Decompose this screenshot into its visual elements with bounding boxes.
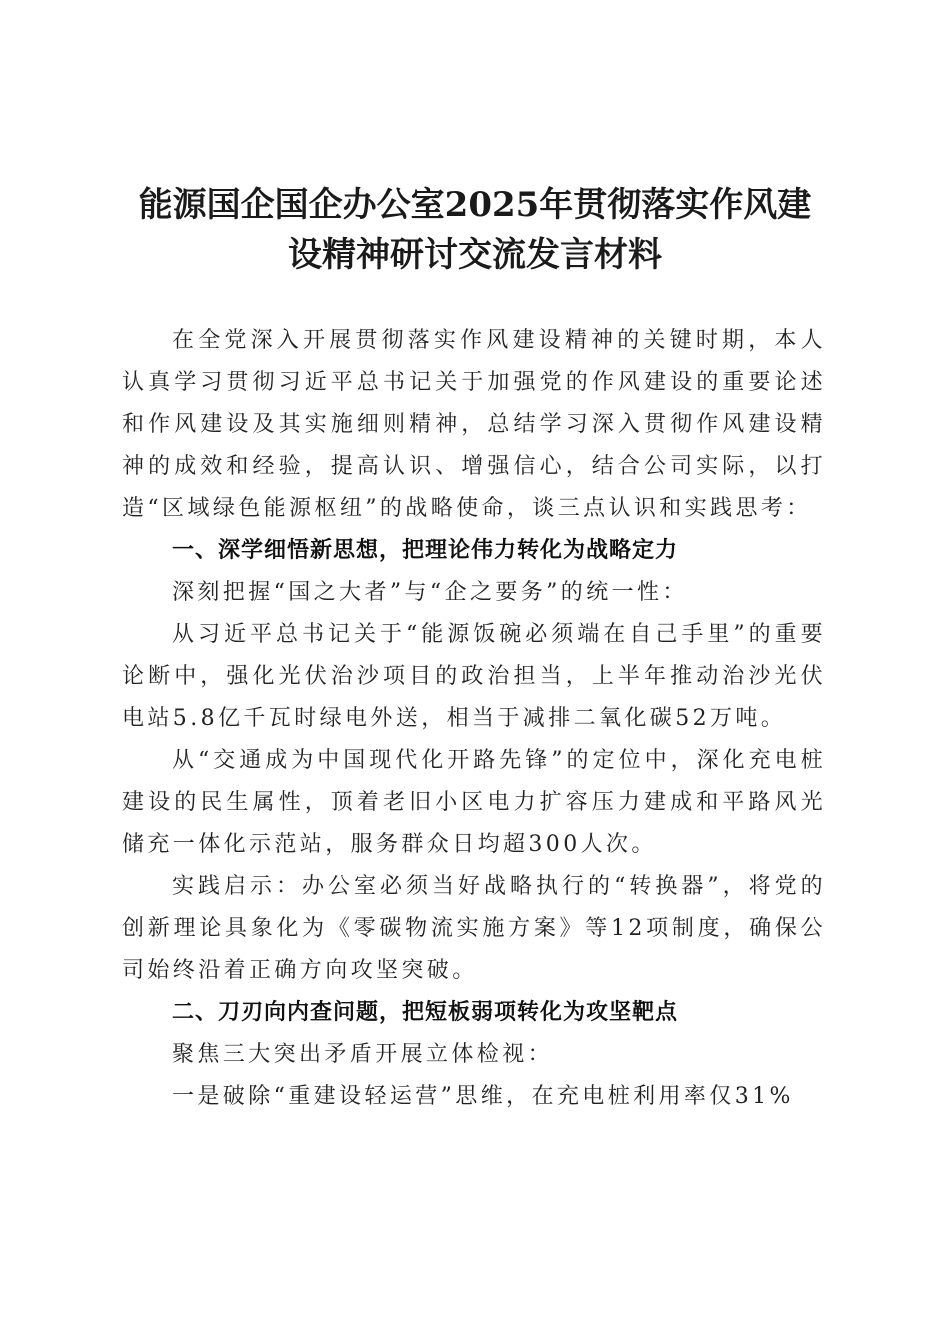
document-title [110,180,840,280]
title-line-2: 设精神研讨交流发言材料 [288,235,662,275]
body-paragraph: 一是破除“重建设轻运营”思维，在充电桩利用率仅31% [172,1084,794,1109]
body-paragraph: 从“交通成为中国现代化开路先锋”的定位中，深化充电桩建设的民生属性，顶着老旧小区电力扩容压力建成和平路风光储充一体化示范站，服务群众日均超300人次。 [122,748,826,857]
section-heading-2: 二、刀刃向内查问题，把短板弱项转化为攻坚靶点 [172,1000,679,1025]
body-paragraph: 聚焦三大突出矛盾开展立体检视： [172,1042,554,1067]
body-paragraph: 深刻把握“国之大者”与“企之要务”的统一性： [172,580,688,605]
title-line-1: 能源国企国企办公室2025年贯彻落实作风建 [138,185,812,225]
intro-paragraph: 在全党深入开展贯彻落实作风建设精神的关键时期，本人认真学习贯彻习近平总书记关于加强党的作风建设的重要论述和作风建设及其实施细则精神，总结学习深入贯彻作风建设精神的成效和经验，提高认识、增强信心，结合公司实际，以打造“区域绿色能源枢纽”的战略使命，谈三点认识和实践思考： [122,328,826,521]
body-paragraph: 实践启示：办公室必须当好战略执行的“转换器”，将党的创新理论具象化为《零碳物流实施方案》等12项制度，确保公司始终沿着正确方向攻坚突破。 [122,874,826,983]
document-body [122,320,826,1118]
body-paragraph: 从习近平总书记关于“能源饭碗必须端在自己手里”的重要论断中，强化光伏治沙项目的政治担当，上半年推动治沙光伏电站5.8亿千瓦时绿电外送，相当于减排二氧化碳52万吨。 [122,622,826,731]
section-heading-1: 一、深学细悟新思想，把理论伟力转化为战略定力 [172,538,679,563]
